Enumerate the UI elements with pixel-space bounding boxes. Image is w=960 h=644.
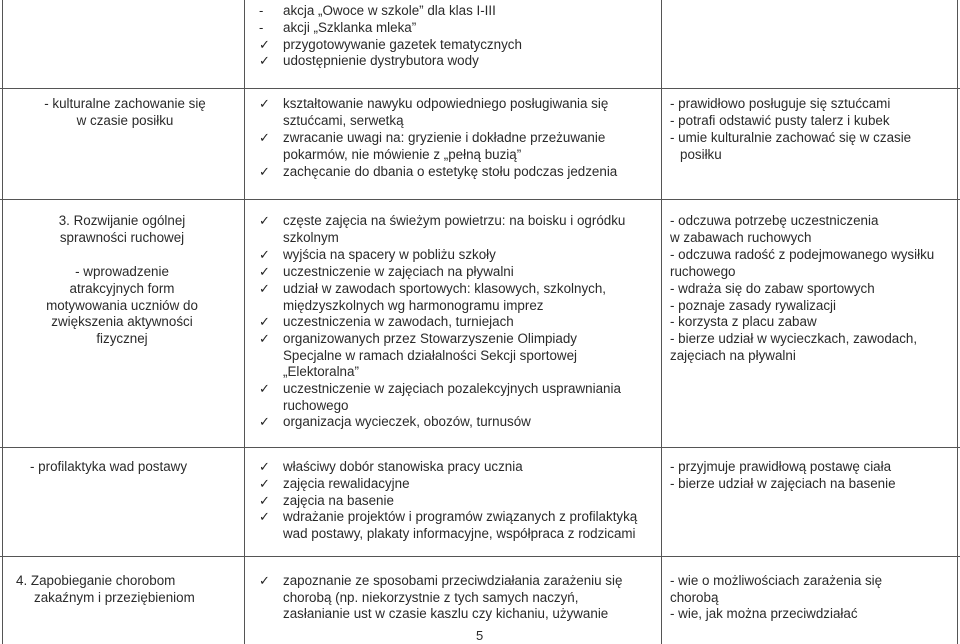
activity-item: ✓ przygotowywanie gazetek tematycznych — [259, 37, 522, 52]
outcome-text: - odczuwa potrzebę uczestniczenia — [670, 213, 879, 228]
activity-item: ✓ uczestniczenie w zajęciach pozalekcyjnych usprawniania — [259, 381, 621, 396]
activity-item: ruchowego — [283, 398, 349, 413]
activity-item: ✓ zachęcanie do dbania o estetykę stołu podczas jedzenia — [259, 164, 618, 179]
page-number: 5 — [476, 628, 484, 643]
activity-item: ✓ wdrażanie projektów i programów związanych z profilaktyką — [259, 509, 638, 524]
row-divider-1 — [0, 88, 960, 89]
row-divider-3 — [0, 447, 960, 448]
outcome-text: - potrafi odstawić pusty talerz i kubek — [670, 113, 890, 128]
outcome-text: w zabawach ruchowych — [670, 230, 812, 245]
activity-item: ✓ udostępnienie dystrybutora wody — [259, 53, 479, 68]
outcome-text: - korzysta z placu zabaw — [670, 314, 817, 329]
outcome-text: - bierze udział w zajęciach na basenie — [670, 476, 896, 491]
activity-item: ✓ kształtowanie nawyku odpowiedniego posługiwania się — [259, 96, 609, 111]
activity-item: chorobą (np. niekorzystnie z tych samych naczyń, — [283, 590, 579, 605]
activity-item: - akcja „Owoce w szkole” dla klas I-III — [259, 3, 496, 18]
activity-item: sztućcami, serwetką — [283, 113, 404, 128]
outcome-text: - przyjmuje prawidłową postawę ciała — [670, 459, 892, 474]
goal-text: - kulturalne zachowanie się — [44, 96, 206, 111]
outcome-text: - bierze udział w wycieczkach, zawodach, — [670, 331, 918, 346]
row-divider-2 — [0, 199, 960, 200]
outcome-text: - wie o możliwościach zarażenia się — [670, 573, 883, 588]
activity-item: ✓ uczestniczenie w zajęciach na pływalni — [259, 264, 514, 279]
outcome-text: - odczuwa radość z podejmowanego wysiłku — [670, 247, 935, 262]
activity-item: ✓ wyjścia na spacery w pobliżu szkoły — [259, 247, 496, 262]
goal-text: - profilaktyka wad postawy — [30, 459, 188, 474]
activity-item: „Elektoralna” — [283, 364, 359, 379]
activity-item: pokarmów, nie mówienie z „pełną buzią” — [283, 147, 522, 162]
activity-item: ✓ zajęcia rewalidacyjne — [259, 476, 410, 491]
activity-item: międzyszkolnych wg harmonogramu imprez — [283, 298, 544, 313]
activity-item: ✓ udział w zawodach sportowych: klasowych, szkolnych, — [259, 281, 607, 296]
goal-text: sprawności ruchowej — [59, 230, 185, 245]
activity-item: ✓ organizacja wycieczek, obozów, turnusów — [259, 414, 531, 429]
table-border-left — [2, 0, 3, 644]
outcome-text: - prawidłowo posługuje się sztućcami — [670, 96, 891, 111]
goal-text: motywowania uczniów do — [46, 298, 198, 313]
table-border-col1 — [244, 0, 245, 644]
outcome-text: - wie, jak można przeciwdziałać — [670, 606, 858, 621]
activity-item: ✓ organizowanych przez Stowarzyszenie Olimpiady — [259, 331, 577, 346]
goal-text: atrakcyjnych form — [69, 281, 175, 296]
activity-item: ✓ uczestniczenia w zawodach, turniejach — [259, 314, 514, 329]
outcome-text: - umie kulturalnie zachować się w czasie — [670, 130, 912, 145]
activity-item: wad postawy, plakaty informacyjne, współpraca z rodzicami — [283, 526, 636, 541]
activity-item: ✓ częste zajęcia na świeżym powietrzu: na boisku i ogródku — [259, 213, 626, 228]
activity-item: ✓ zajęcia na basenie — [259, 493, 394, 508]
goal-text: w czasie posiłku — [76, 113, 174, 128]
outcome-text: ruchowego — [670, 264, 736, 279]
outcome-text: - wdraża się do zabaw sportowych — [670, 281, 875, 296]
activity-item: ✓ zwracanie uwagi na: gryzienie i dokładne przeżuwanie — [259, 130, 606, 145]
goal-text: 4. Zapobieganie chorobom — [16, 573, 176, 588]
goal-text: - wprowadzenie — [75, 264, 169, 279]
outcome-text: posiłku — [680, 147, 722, 162]
activity-item: Specjalne w ramach działalności Sekcji sportowej — [283, 348, 577, 363]
activity-item: ✓ zapoznanie ze sposobami przeciwdziałania zarażeniu się — [259, 573, 623, 588]
goal-text: 3. Rozwijanie ogólnej — [58, 213, 186, 228]
activity-item: ✓ właściwy dobór stanowiska pracy ucznia — [259, 459, 523, 474]
outcome-text: zajęciach na pływalni — [670, 348, 796, 363]
outcome-text: chorobą — [670, 590, 719, 605]
goal-text: zwiększenia aktywności — [51, 314, 193, 329]
table-border-col2 — [661, 0, 662, 644]
activity-item: - akcji „Szklanka mleka” — [259, 20, 417, 35]
row-divider-4 — [0, 556, 960, 557]
table-border-right — [957, 0, 958, 644]
goal-text: fizycznej — [96, 331, 148, 346]
activity-item: zasłanianie ust w czasie kaszlu czy kichaniu, używanie — [283, 606, 609, 621]
activity-item: szkolnym — [283, 230, 339, 245]
outcome-text: - poznaje zasady rywalizacji — [670, 298, 836, 313]
goal-text: zakaźnym i przeziębieniom — [34, 590, 195, 605]
